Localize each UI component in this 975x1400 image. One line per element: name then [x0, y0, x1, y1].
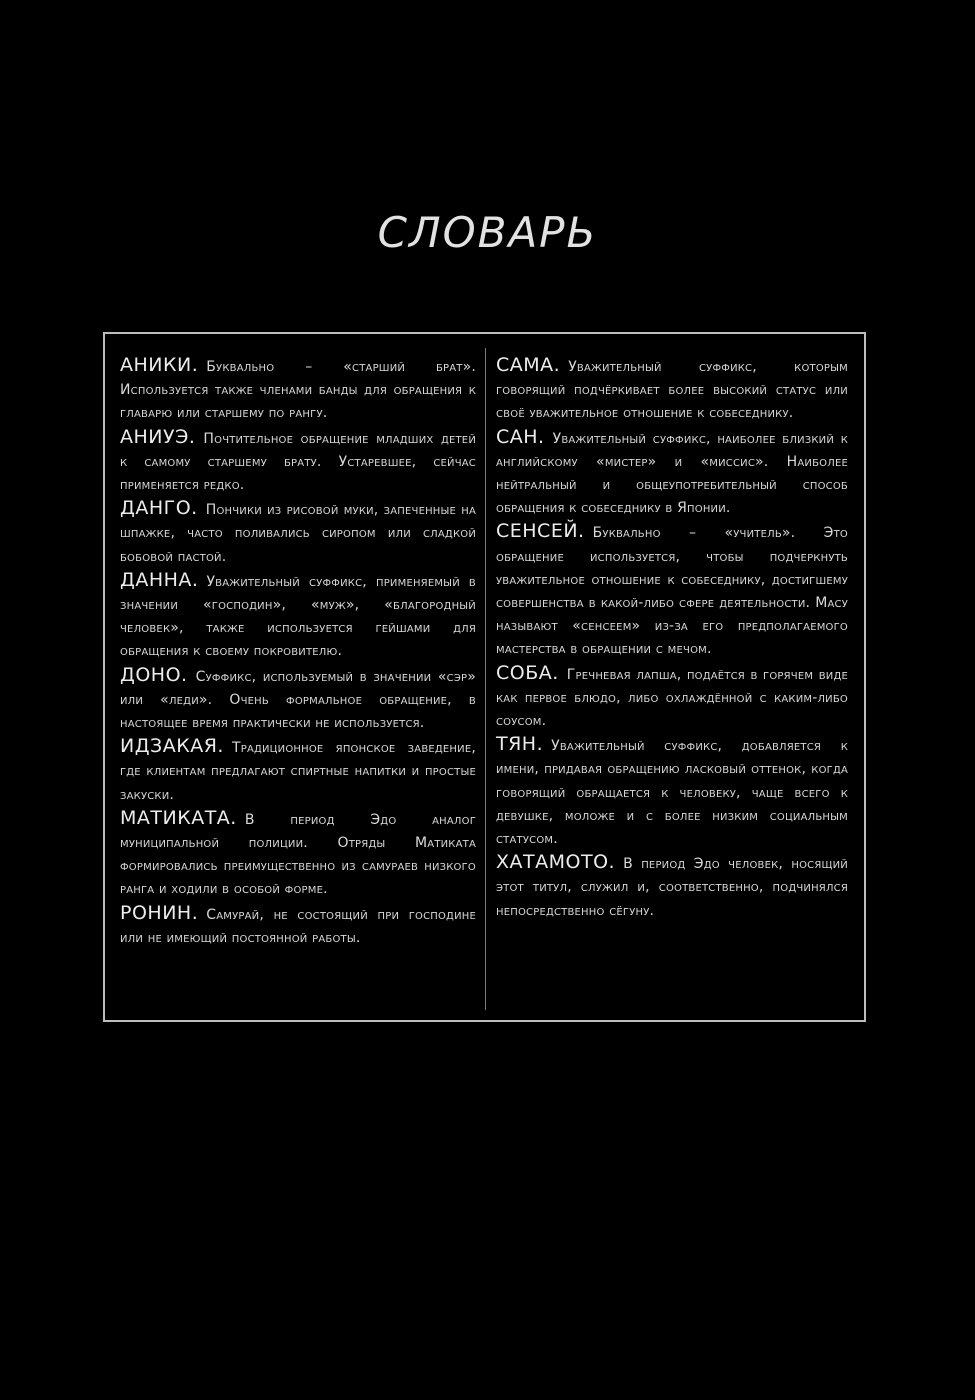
glossary-entry-dono: [120, 664, 476, 736]
definition: Почтительное обращение младших детей к самому старшему брату. Устаревшее, сейчас применяется редко.: [120, 430, 476, 494]
definition: Суффикс, используемый в значении «сэр» или «леди». Очень формальное обращение, в настоящее время практически не используется.: [120, 668, 476, 732]
term: ТЯН.: [496, 733, 544, 756]
definition: Буквально – «старший брат». Используется также членами банды для обращения к главарю или старшему по рангу.: [120, 359, 476, 422]
term: САН.: [496, 425, 545, 448]
glossary-entry-hatamoto: [496, 851, 848, 923]
definition: Уважительный суффикс, применяемый в значении «господин», «муж», «благородный человек», также используется гейшами для обращения к своему покровителю.: [120, 573, 476, 660]
glossary-entry-san: [496, 426, 848, 521]
page-title: СЛОВАРЬ: [377, 208, 598, 257]
definition: В период Эдо аналог муниципальной полиции. Отряды Матиката формировались преимущественно из самураев низкого ранга и ходили в особой форме.: [120, 811, 476, 898]
definition: В период Эдо человек, носящий этот титул, служил и, соответственно, подчинялся непосредственно сёгуну.: [496, 856, 848, 919]
definition: Пончики из рисовой муки, запеченные на шпажке, часто поливались сиропом или сладкой бобовой пастой.: [120, 502, 476, 565]
glossary-entry-aniki: [120, 354, 476, 426]
glossary-entry-matikata: [120, 807, 476, 902]
definition: Традиционное японское заведение, где клиентам предлагают спиртные напитки и простые закуски.: [120, 740, 476, 803]
term: АНИКИ.: [120, 354, 199, 376]
glossary-entry-tyan: [496, 733, 848, 851]
term: СОБА.: [496, 661, 559, 684]
term: АНИУЭ.: [120, 425, 196, 448]
glossary-entry-sama: [496, 354, 848, 426]
glossary-entry-aniue: [120, 426, 476, 498]
term: ДОНО.: [120, 663, 188, 686]
glossary-entry-dango: [120, 497, 476, 569]
term: ХАТАМОТО.: [496, 851, 616, 874]
term: РОНИН.: [120, 901, 199, 924]
term: ДАННА.: [120, 568, 199, 591]
definition: Уважительный суффикс, которым говорящий подчёркивает более высокий статус или своё уважительное отношение к собеседнику.: [496, 359, 848, 422]
glossary-left-column: [120, 354, 476, 950]
term: ДАНГО.: [120, 497, 198, 520]
glossary-entry-soba: [496, 662, 848, 734]
definition: Самурай, не состоящий при господине или не имеющий постоянной работы.: [120, 906, 476, 946]
glossary-right-column: [496, 354, 848, 923]
term: ИДЗАКАЯ.: [120, 735, 224, 758]
term: САМА.: [496, 354, 561, 376]
glossary-entry-ronin: [120, 902, 476, 950]
glossary-entry-idzakaya: [120, 735, 476, 807]
definition: Уважительный суффикс, добавляется к имени, придавая обращению ласковый оттенок, когда говорящий обращается к человеку, чаще всего к девушке, моложе и с более низким социальным статусом.: [496, 738, 848, 848]
term: МАТИКАТА.: [120, 806, 237, 829]
definition: Уважительный суффикс, наиболее близкий к английскому «мистер» и «миссис». Наиболее нейтральный и общеупотребительный способ обращения к собеседнику в Японии.: [496, 430, 848, 517]
term: СЕНСЕЙ.: [496, 520, 585, 543]
definition: Буквально – «учитель». Это обращение используется, чтобы подчеркнуть уважительное отношение к собеседнику, достигшему совершенства в какой-либо сфере деятельности. Масу называют «сенсеем» из-за его предполагаемого мастерства в обращении с мечом.: [496, 525, 848, 658]
glossary-entry-sensei: [496, 520, 848, 661]
definition: Гречневая лапша, подаётся в горячем виде как первое блюдо, либо охлаждённой с каким-либо соусом.: [496, 666, 848, 730]
column-divider: [485, 348, 486, 1010]
glossary-entry-danna: [120, 569, 476, 664]
